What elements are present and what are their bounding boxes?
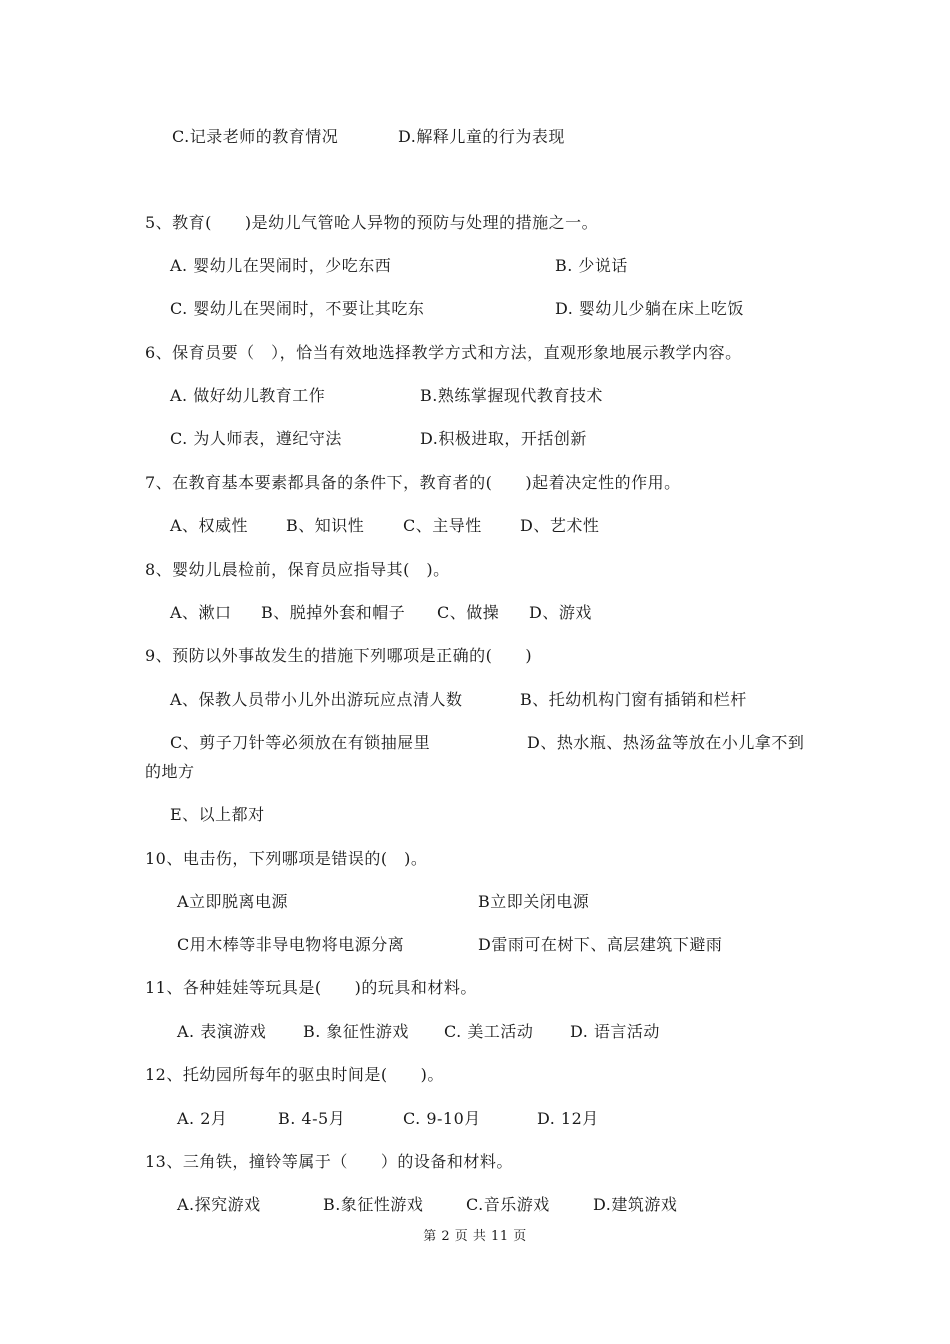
q10-option-a: A立即脱离电源 (177, 892, 289, 911)
q8-option-d: D、游戏 (529, 603, 592, 622)
q5-option-c: C. 婴幼儿在哭闹时，不要让其吃东 (170, 299, 425, 318)
q9-option-d: D、热水瓶、热汤盆等放在小儿拿不到 (527, 733, 805, 752)
q9-option-c: C、剪子刀针等必须放在有锁抽屉里 (170, 733, 431, 752)
q5-option-b: B. 少说话 (555, 256, 628, 275)
q11-stem: 11、各种娃娃等玩具是( )的玩具和材料。 (145, 978, 477, 997)
q13-stem: 13、三角铁，撞铃等属于（ ）的设备和材料。 (145, 1152, 513, 1171)
q10-stem: 10、电击伤，下列哪项是错误的( )。 (145, 849, 428, 868)
q8-stem: 8、婴幼儿晨检前，保育员应指导其( )。 (145, 560, 450, 579)
q8-option-b: B、脱掉外套和帽子 (261, 603, 406, 622)
q11-option-b: B. 象征性游戏 (303, 1022, 409, 1041)
q13-option-d: D.建筑游戏 (593, 1195, 678, 1214)
q11-option-d: D. 语言活动 (570, 1022, 660, 1041)
q12-option-b: B. 4-5月 (278, 1109, 346, 1128)
q11-option-a: A. 表演游戏 (177, 1022, 267, 1041)
q5-option-a: A. 婴幼儿在哭闹时，少吃东西 (170, 256, 392, 275)
q7-stem: 7、在教育基本要素都具备的条件下，教育者的( )起着决定性的作用。 (145, 473, 681, 492)
q4-option-d: D.解释儿童的行为表现 (398, 127, 565, 146)
q12-option-a: A. 2月 (177, 1109, 228, 1128)
q10-option-d: D雷雨可在树下、高层建筑下避雨 (478, 935, 723, 954)
q4-option-c: C.记录老师的教育情况 (172, 127, 339, 146)
q9-stem: 9、预防以外事故发生的措施下列哪项是正确的( ) (145, 646, 533, 665)
q12-option-c: C. 9-10月 (403, 1109, 481, 1128)
q9-option-a: A、保教人员带小儿外出游玩应点清人数 (170, 690, 463, 709)
q9-option-b: B、托幼机构门窗有插销和栏杆 (520, 690, 747, 709)
q5-option-d: D. 婴幼儿少躺在床上吃饭 (555, 299, 744, 318)
q8-option-c: C、做操 (437, 603, 500, 622)
q9-option-d-continued: 的地方 (145, 762, 195, 781)
q13-option-b: B.象征性游戏 (323, 1195, 424, 1214)
q13-option-c: C.音乐游戏 (466, 1195, 550, 1214)
q12-stem: 12、托幼园所每年的驱虫时间是( )。 (145, 1065, 444, 1084)
q6-option-c: C. 为人师表，遵纪守法 (170, 429, 342, 448)
q6-option-d: D.积极进取，开括创新 (420, 429, 587, 448)
q9-option-e: E、以上都对 (170, 805, 265, 824)
q7-option-c: C、主导性 (403, 516, 482, 535)
q7-option-a: A、权威性 (170, 516, 249, 535)
q6-option-b: B.熟练掌握现代教育技术 (420, 386, 603, 405)
q8-option-a: A、漱口 (170, 603, 232, 622)
q6-option-a: A. 做好幼儿教育工作 (170, 386, 326, 405)
q13-option-a: A.探究游戏 (177, 1195, 261, 1214)
q5-stem: 5、教育( )是幼儿气管呛人异物的预防与处理的措施之一。 (145, 213, 599, 232)
q12-option-d: D. 12月 (537, 1109, 599, 1128)
q6-stem: 6、保育员要（ ），恰当有效地选择教学方式和方法，直观形象地展示教学内容。 (145, 343, 742, 362)
page-footer: 第 2 页 共 11 页 (423, 1229, 527, 1244)
q11-option-c: C. 美工活动 (444, 1022, 534, 1041)
q7-option-b: B、知识性 (286, 516, 365, 535)
q10-option-c: C用木棒等非导电物将电源分离 (177, 935, 405, 954)
q7-option-d: D、艺术性 (520, 516, 600, 535)
q10-option-b: B立即关闭电源 (478, 892, 590, 911)
